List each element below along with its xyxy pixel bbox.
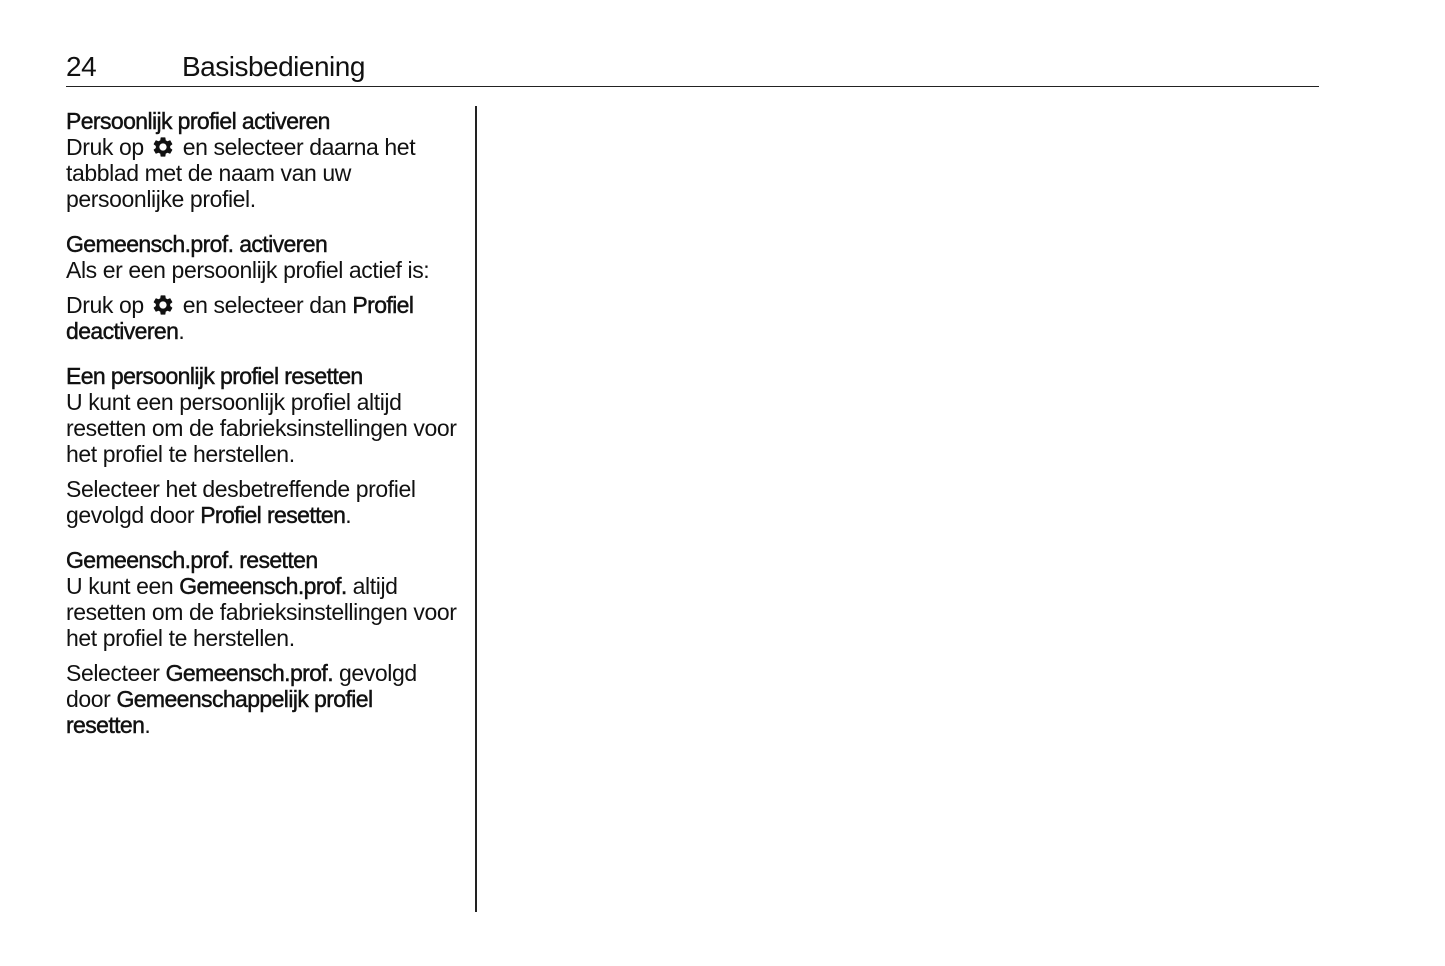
- section-heading: Gemeensch.prof. resetten: [66, 547, 318, 573]
- paragraph-text: Selecteer: [66, 660, 166, 686]
- section-activate-shared-profile: [66, 231, 461, 344]
- section-heading: Persoonlijk profiel activeren: [66, 108, 330, 134]
- paragraph-text: .: [178, 318, 185, 344]
- section-heading: Een persoonlijk profiel resetten: [66, 363, 363, 389]
- paragraph-text: .: [345, 502, 352, 528]
- section-heading: Gemeensch.prof. activeren: [66, 231, 328, 257]
- section-reset-shared-profile: [66, 547, 461, 738]
- paragraph-text: U kunt een: [66, 573, 180, 599]
- gear-icon: [151, 293, 175, 317]
- page-header: [66, 50, 1319, 87]
- paragraph-text: gevolgd door: [66, 660, 417, 712]
- menu-option-label: Gemeensch.prof.: [165, 660, 333, 686]
- paragraph: [66, 660, 461, 738]
- section-activate-personal-profile: [66, 108, 461, 212]
- menu-option-label: Gemeenschappelijk profiel resetten: [66, 686, 373, 738]
- paragraph: U kunt een persoonlijk profiel altijd resetten om de fabrieksinstellingen voor het profiel te herstellen.: [66, 389, 457, 467]
- left-column: [66, 108, 461, 757]
- paragraph-text: en selecteer dan: [176, 292, 353, 318]
- paragraph: [66, 476, 461, 528]
- paragraph: [66, 573, 461, 651]
- paragraph-text: altijd resetten om de fabrieksinstellingen voor het profiel te herstellen.: [66, 573, 457, 651]
- paragraph-text: Druk op: [66, 134, 144, 160]
- paragraph: Als er een persoonlijk profiel actief is:: [66, 257, 430, 283]
- paragraph-text: .: [144, 712, 151, 738]
- paragraph-text: Druk op: [66, 292, 144, 318]
- column-divider: [475, 106, 477, 912]
- menu-option-label: Gemeensch.prof.: [179, 573, 347, 599]
- page-number: 24: [66, 51, 97, 82]
- paragraph-text: en selecteer daarna het tabblad met de naam van uw persoonlijke profiel.: [66, 134, 416, 212]
- paragraph: [66, 134, 461, 212]
- menu-option-label: Profiel deactiveren: [66, 292, 414, 344]
- paragraph: [66, 292, 461, 344]
- chapter-title: Basisbediening: [182, 51, 365, 82]
- menu-option-label: Profiel resetten: [200, 502, 346, 528]
- gear-icon: [151, 135, 175, 159]
- section-reset-personal-profile: [66, 363, 461, 528]
- paragraph-text: Selecteer het desbetreffende profiel gevolgd door: [66, 476, 416, 528]
